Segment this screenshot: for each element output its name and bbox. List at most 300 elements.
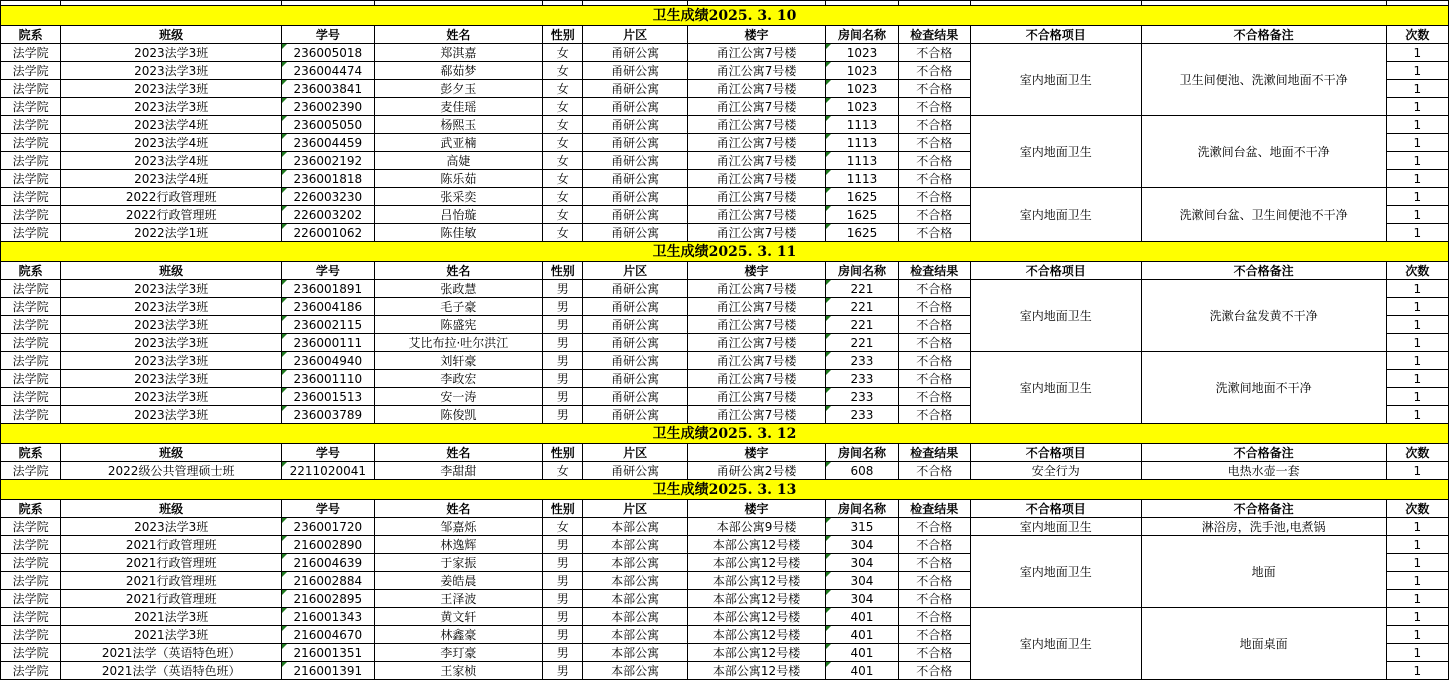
cell-count[interactable]: 1 xyxy=(1386,626,1448,644)
cell-student-id[interactable]: 216004639 xyxy=(282,554,374,572)
cell-area[interactable]: 甬研公寓 xyxy=(583,170,687,188)
cell-result[interactable]: 不合格 xyxy=(898,518,970,536)
cell-count[interactable]: 1 xyxy=(1386,134,1448,152)
cell-name[interactable]: 李玎豪 xyxy=(374,644,543,662)
cell-gender[interactable]: 男 xyxy=(543,406,583,424)
cell-result[interactable]: 不合格 xyxy=(898,406,970,424)
column-header[interactable]: 房间名称 xyxy=(826,26,898,44)
cell-area[interactable]: 本部公寓 xyxy=(583,644,687,662)
cell-failed-note[interactable]: 电热水壶一套 xyxy=(1141,462,1386,480)
cell-failed-item[interactable]: 室内地面卫生 xyxy=(970,536,1141,608)
cell-count[interactable]: 1 xyxy=(1386,644,1448,662)
cell-area[interactable]: 本部公寓 xyxy=(583,554,687,572)
cell-gender[interactable]: 男 xyxy=(543,316,583,334)
cell-area[interactable]: 甬研公寓 xyxy=(583,206,687,224)
cell-college[interactable]: 法学院 xyxy=(1,370,61,388)
column-header[interactable]: 检查结果 xyxy=(898,444,970,462)
cell-name[interactable]: 陈乐茹 xyxy=(374,170,543,188)
cell-student-id[interactable]: 236005018 xyxy=(282,44,374,62)
cell-name[interactable]: 陈俊凯 xyxy=(374,406,543,424)
cell-gender[interactable]: 男 xyxy=(543,388,583,406)
cell-room[interactable]: 1113 xyxy=(826,170,898,188)
cell-count[interactable]: 1 xyxy=(1386,80,1448,98)
cell-area[interactable]: 甬研公寓 xyxy=(583,406,687,424)
column-header[interactable]: 院系 xyxy=(1,26,61,44)
cell-student-id[interactable]: 236001720 xyxy=(282,518,374,536)
cell-student-id[interactable]: 236002192 xyxy=(282,152,374,170)
cell-student-id[interactable]: 236004186 xyxy=(282,298,374,316)
cell-result[interactable]: 不合格 xyxy=(898,44,970,62)
cell-room[interactable]: 233 xyxy=(826,406,898,424)
cell-failed-note[interactable]: 洗漱间地面不干净 xyxy=(1141,352,1386,424)
cell-gender[interactable]: 男 xyxy=(543,334,583,352)
cell-name[interactable]: 郑淇嘉 xyxy=(374,44,543,62)
cell-class[interactable]: 2023法学4班 xyxy=(61,134,282,152)
cell-count[interactable]: 1 xyxy=(1386,518,1448,536)
cell-class[interactable]: 2023法学3班 xyxy=(61,370,282,388)
cell-result[interactable]: 不合格 xyxy=(898,280,970,298)
cell-failed-note[interactable]: 洗漱间台盆、地面不干净 xyxy=(1141,116,1386,188)
cell-room[interactable]: 401 xyxy=(826,608,898,626)
cell-college[interactable]: 法学院 xyxy=(1,518,61,536)
cell-failed-note[interactable]: 洗漱间台盆、卫生间便池不干净 xyxy=(1141,188,1386,242)
cell-gender[interactable]: 女 xyxy=(543,134,583,152)
cell-class[interactable]: 2023法学3班 xyxy=(61,334,282,352)
cell-gender[interactable]: 男 xyxy=(543,370,583,388)
cell-class[interactable]: 2022行政管理班 xyxy=(61,188,282,206)
cell-gender[interactable]: 男 xyxy=(543,554,583,572)
cell-building[interactable]: 甬江公寓7号楼 xyxy=(687,170,826,188)
cell-room[interactable]: 401 xyxy=(826,626,898,644)
column-header[interactable]: 班级 xyxy=(61,444,282,462)
cell-count[interactable]: 1 xyxy=(1386,352,1448,370)
column-header[interactable]: 检查结果 xyxy=(898,500,970,518)
cell-room[interactable]: 233 xyxy=(826,352,898,370)
column-header[interactable]: 姓名 xyxy=(374,26,543,44)
cell-room[interactable]: 1023 xyxy=(826,44,898,62)
cell-count[interactable]: 1 xyxy=(1386,590,1448,608)
column-header[interactable]: 楼宇 xyxy=(687,262,826,280)
cell-result[interactable]: 不合格 xyxy=(898,170,970,188)
cell-room[interactable]: 304 xyxy=(826,536,898,554)
cell-class[interactable]: 2023法学3班 xyxy=(61,80,282,98)
cell-result[interactable]: 不合格 xyxy=(898,298,970,316)
column-header[interactable]: 房间名称 xyxy=(826,262,898,280)
cell-failed-note[interactable]: 地面桌面 xyxy=(1141,608,1386,680)
column-header[interactable]: 检查结果 xyxy=(898,26,970,44)
cell-count[interactable]: 1 xyxy=(1386,116,1448,134)
cell-count[interactable]: 1 xyxy=(1386,44,1448,62)
cell-gender[interactable]: 女 xyxy=(543,98,583,116)
column-header[interactable]: 班级 xyxy=(61,262,282,280)
cell-gender[interactable]: 男 xyxy=(543,608,583,626)
cell-class[interactable]: 2023法学3班 xyxy=(61,406,282,424)
column-header[interactable]: 不合格备注 xyxy=(1141,26,1386,44)
cell-building[interactable]: 本部公寓12号楼 xyxy=(687,590,826,608)
cell-gender[interactable]: 女 xyxy=(543,206,583,224)
cell-count[interactable]: 1 xyxy=(1386,170,1448,188)
column-header[interactable]: 姓名 xyxy=(374,444,543,462)
cell-area[interactable]: 甬研公寓 xyxy=(583,280,687,298)
cell-college[interactable]: 法学院 xyxy=(1,554,61,572)
cell-area[interactable]: 本部公寓 xyxy=(583,626,687,644)
cell-gender[interactable]: 男 xyxy=(543,572,583,590)
cell-class[interactable]: 2023法学3班 xyxy=(61,518,282,536)
cell-building[interactable]: 甬江公寓7号楼 xyxy=(687,188,826,206)
cell-area[interactable]: 甬研公寓 xyxy=(583,316,687,334)
cell-area[interactable]: 甬研公寓 xyxy=(583,80,687,98)
cell-student-id[interactable]: 236001891 xyxy=(282,280,374,298)
cell-class[interactable]: 2021法学（英语特色班） xyxy=(61,644,282,662)
cell-failed-note[interactable]: 卫生间便池、洗漱间地面不干净 xyxy=(1141,44,1386,116)
cell-room[interactable]: 1625 xyxy=(826,188,898,206)
cell-name[interactable]: 陈佳敏 xyxy=(374,224,543,242)
cell-result[interactable]: 不合格 xyxy=(898,590,970,608)
cell-room[interactable]: 1113 xyxy=(826,152,898,170)
cell-class[interactable]: 2021行政管理班 xyxy=(61,572,282,590)
cell-name[interactable]: 王泽波 xyxy=(374,590,543,608)
cell-area[interactable]: 本部公寓 xyxy=(583,662,687,680)
column-header[interactable]: 次数 xyxy=(1386,262,1448,280)
cell-gender[interactable]: 男 xyxy=(543,298,583,316)
cell-result[interactable]: 不合格 xyxy=(898,334,970,352)
cell-college[interactable]: 法学院 xyxy=(1,608,61,626)
cell-student-id[interactable]: 226003202 xyxy=(282,206,374,224)
cell-college[interactable]: 法学院 xyxy=(1,334,61,352)
cell-failed-note[interactable]: 洗漱台盆发黄不干净 xyxy=(1141,280,1386,352)
cell-college[interactable]: 法学院 xyxy=(1,62,61,80)
column-header[interactable]: 楼宇 xyxy=(687,444,826,462)
cell-count[interactable]: 1 xyxy=(1386,406,1448,424)
cell-building[interactable]: 甬江公寓7号楼 xyxy=(687,406,826,424)
cell-gender[interactable]: 女 xyxy=(543,80,583,98)
cell-result[interactable]: 不合格 xyxy=(898,206,970,224)
cell-class[interactable]: 2022法学1班 xyxy=(61,224,282,242)
cell-gender[interactable]: 女 xyxy=(543,518,583,536)
cell-name[interactable]: 李政宏 xyxy=(374,370,543,388)
cell-student-id[interactable]: 216002890 xyxy=(282,536,374,554)
cell-college[interactable]: 法学院 xyxy=(1,644,61,662)
column-header[interactable]: 次数 xyxy=(1386,26,1448,44)
cell-student-id[interactable]: 226001062 xyxy=(282,224,374,242)
cell-count[interactable]: 1 xyxy=(1386,62,1448,80)
cell-gender[interactable]: 女 xyxy=(543,462,583,480)
cell-class[interactable]: 2023法学3班 xyxy=(61,298,282,316)
column-header[interactable]: 学号 xyxy=(282,26,374,44)
column-header[interactable]: 院系 xyxy=(1,500,61,518)
cell-college[interactable]: 法学院 xyxy=(1,388,61,406)
cell-student-id[interactable]: 236003789 xyxy=(282,406,374,424)
cell-failed-item[interactable]: 安全行为 xyxy=(970,462,1141,480)
cell-room[interactable]: 1023 xyxy=(826,98,898,116)
cell-college[interactable]: 法学院 xyxy=(1,662,61,680)
cell-room[interactable]: 221 xyxy=(826,280,898,298)
cell-college[interactable]: 法学院 xyxy=(1,224,61,242)
column-header[interactable]: 房间名称 xyxy=(826,444,898,462)
cell-name[interactable]: 吕怡璇 xyxy=(374,206,543,224)
cell-gender[interactable]: 女 xyxy=(543,44,583,62)
cell-college[interactable]: 法学院 xyxy=(1,462,61,480)
cell-area[interactable]: 甬研公寓 xyxy=(583,188,687,206)
column-header[interactable]: 不合格项目 xyxy=(970,262,1141,280)
cell-room[interactable]: 304 xyxy=(826,572,898,590)
column-header[interactable]: 片区 xyxy=(583,26,687,44)
cell-class[interactable]: 2021行政管理班 xyxy=(61,536,282,554)
cell-area[interactable]: 甬研公寓 xyxy=(583,334,687,352)
cell-name[interactable]: 艾比布拉·吐尔洪江 xyxy=(374,334,543,352)
cell-class[interactable]: 2023法学3班 xyxy=(61,316,282,334)
cell-failed-item[interactable]: 室内地面卫生 xyxy=(970,116,1141,188)
column-header[interactable]: 片区 xyxy=(583,262,687,280)
cell-result[interactable]: 不合格 xyxy=(898,352,970,370)
cell-result[interactable]: 不合格 xyxy=(898,644,970,662)
cell-result[interactable]: 不合格 xyxy=(898,554,970,572)
column-header[interactable]: 片区 xyxy=(583,500,687,518)
cell-room[interactable]: 1113 xyxy=(826,116,898,134)
cell-student-id[interactable]: 2211020041 xyxy=(282,462,374,480)
column-header[interactable]: 学号 xyxy=(282,500,374,518)
cell-class[interactable]: 2023法学3班 xyxy=(61,44,282,62)
column-header[interactable]: 性别 xyxy=(543,500,583,518)
cell-class[interactable]: 2023法学3班 xyxy=(61,98,282,116)
cell-college[interactable]: 法学院 xyxy=(1,406,61,424)
column-header[interactable]: 次数 xyxy=(1386,444,1448,462)
cell-college[interactable]: 法学院 xyxy=(1,206,61,224)
cell-class[interactable]: 2023法学3班 xyxy=(61,388,282,406)
cell-building[interactable]: 甬江公寓7号楼 xyxy=(687,134,826,152)
cell-result[interactable]: 不合格 xyxy=(898,662,970,680)
cell-room[interactable]: 1023 xyxy=(826,62,898,80)
cell-count[interactable]: 1 xyxy=(1386,224,1448,242)
cell-class[interactable]: 2021法学3班 xyxy=(61,626,282,644)
cell-count[interactable]: 1 xyxy=(1386,152,1448,170)
cell-area[interactable]: 甬研公寓 xyxy=(583,62,687,80)
cell-college[interactable]: 法学院 xyxy=(1,188,61,206)
cell-gender[interactable]: 男 xyxy=(543,536,583,554)
cell-name[interactable]: 麦佳瑶 xyxy=(374,98,543,116)
cell-class[interactable]: 2023法学4班 xyxy=(61,152,282,170)
cell-college[interactable]: 法学院 xyxy=(1,352,61,370)
cell-count[interactable]: 1 xyxy=(1386,536,1448,554)
cell-name[interactable]: 黄文轩 xyxy=(374,608,543,626)
cell-count[interactable]: 1 xyxy=(1386,388,1448,406)
cell-name[interactable]: 林逸辉 xyxy=(374,536,543,554)
cell-name[interactable]: 武亚楠 xyxy=(374,134,543,152)
cell-college[interactable]: 法学院 xyxy=(1,280,61,298)
cell-college[interactable]: 法学院 xyxy=(1,590,61,608)
cell-building[interactable]: 甬江公寓7号楼 xyxy=(687,298,826,316)
cell-building[interactable]: 甬江公寓7号楼 xyxy=(687,280,826,298)
cell-college[interactable]: 法学院 xyxy=(1,536,61,554)
cell-result[interactable]: 不合格 xyxy=(898,462,970,480)
cell-building[interactable]: 本部公寓12号楼 xyxy=(687,626,826,644)
cell-result[interactable]: 不合格 xyxy=(898,188,970,206)
cell-student-id[interactable]: 216002895 xyxy=(282,590,374,608)
column-header[interactable]: 院系 xyxy=(1,444,61,462)
cell-student-id[interactable]: 236004459 xyxy=(282,134,374,152)
cell-student-id[interactable]: 236002390 xyxy=(282,98,374,116)
cell-student-id[interactable]: 236001110 xyxy=(282,370,374,388)
cell-student-id[interactable]: 236004474 xyxy=(282,62,374,80)
cell-building[interactable]: 甬江公寓7号楼 xyxy=(687,152,826,170)
cell-failed-item[interactable]: 室内地面卫生 xyxy=(970,608,1141,680)
cell-result[interactable]: 不合格 xyxy=(898,572,970,590)
cell-building[interactable]: 甬江公寓7号楼 xyxy=(687,334,826,352)
cell-name[interactable]: 郗茹梦 xyxy=(374,62,543,80)
cell-class[interactable]: 2023法学3班 xyxy=(61,280,282,298)
cell-result[interactable]: 不合格 xyxy=(898,152,970,170)
cell-area[interactable]: 甬研公寓 xyxy=(583,388,687,406)
cell-area[interactable]: 本部公寓 xyxy=(583,608,687,626)
cell-building[interactable]: 甬江公寓7号楼 xyxy=(687,98,826,116)
cell-gender[interactable]: 男 xyxy=(543,280,583,298)
cell-name[interactable]: 李甜甜 xyxy=(374,462,543,480)
cell-room[interactable]: 233 xyxy=(826,388,898,406)
cell-building[interactable]: 甬江公寓7号楼 xyxy=(687,388,826,406)
cell-name[interactable]: 张政慧 xyxy=(374,280,543,298)
cell-name[interactable]: 安一涛 xyxy=(374,388,543,406)
cell-area[interactable]: 本部公寓 xyxy=(583,536,687,554)
cell-area[interactable]: 本部公寓 xyxy=(583,518,687,536)
cell-gender[interactable]: 女 xyxy=(543,116,583,134)
cell-name[interactable]: 林鑫豪 xyxy=(374,626,543,644)
cell-student-id[interactable]: 236000111 xyxy=(282,334,374,352)
cell-room[interactable]: 401 xyxy=(826,644,898,662)
cell-name[interactable]: 于家振 xyxy=(374,554,543,572)
column-header[interactable]: 次数 xyxy=(1386,500,1448,518)
cell-count[interactable]: 1 xyxy=(1386,572,1448,590)
cell-class[interactable]: 2023法学4班 xyxy=(61,170,282,188)
cell-building[interactable]: 甬江公寓7号楼 xyxy=(687,206,826,224)
column-header[interactable]: 房间名称 xyxy=(826,500,898,518)
cell-count[interactable]: 1 xyxy=(1386,662,1448,680)
cell-college[interactable]: 法学院 xyxy=(1,626,61,644)
cell-college[interactable]: 法学院 xyxy=(1,80,61,98)
cell-area[interactable]: 甬研公寓 xyxy=(583,224,687,242)
cell-class[interactable]: 2022级公共管理硕士班 xyxy=(61,462,282,480)
cell-gender[interactable]: 女 xyxy=(543,224,583,242)
cell-result[interactable]: 不合格 xyxy=(898,316,970,334)
cell-building[interactable]: 本部公寓12号楼 xyxy=(687,572,826,590)
cell-area[interactable]: 甬研公寓 xyxy=(583,134,687,152)
column-header[interactable]: 性别 xyxy=(543,262,583,280)
cell-area[interactable]: 甬研公寓 xyxy=(583,298,687,316)
cell-failed-item[interactable]: 室内地面卫生 xyxy=(970,280,1141,352)
cell-class[interactable]: 2023法学3班 xyxy=(61,62,282,80)
cell-room[interactable]: 221 xyxy=(826,334,898,352)
cell-student-id[interactable]: 216001391 xyxy=(282,662,374,680)
cell-college[interactable]: 法学院 xyxy=(1,44,61,62)
cell-building[interactable]: 甬江公寓7号楼 xyxy=(687,116,826,134)
cell-class[interactable]: 2023法学3班 xyxy=(61,352,282,370)
cell-area[interactable]: 甬研公寓 xyxy=(583,44,687,62)
cell-count[interactable]: 1 xyxy=(1386,206,1448,224)
cell-student-id[interactable]: 216001351 xyxy=(282,644,374,662)
cell-name[interactable]: 高婕 xyxy=(374,152,543,170)
cell-room[interactable]: 1625 xyxy=(826,224,898,242)
cell-result[interactable]: 不合格 xyxy=(898,608,970,626)
cell-area[interactable]: 本部公寓 xyxy=(583,572,687,590)
column-header[interactable]: 姓名 xyxy=(374,262,543,280)
cell-name[interactable]: 邹嘉烁 xyxy=(374,518,543,536)
cell-college[interactable]: 法学院 xyxy=(1,298,61,316)
cell-result[interactable]: 不合格 xyxy=(898,224,970,242)
cell-gender[interactable]: 女 xyxy=(543,62,583,80)
cell-failed-note[interactable]: 地面 xyxy=(1141,536,1386,608)
cell-area[interactable]: 甬研公寓 xyxy=(583,462,687,480)
column-header[interactable]: 班级 xyxy=(61,500,282,518)
cell-name[interactable]: 陈盛宪 xyxy=(374,316,543,334)
cell-result[interactable]: 不合格 xyxy=(898,626,970,644)
cell-result[interactable]: 不合格 xyxy=(898,388,970,406)
cell-gender[interactable]: 女 xyxy=(543,152,583,170)
cell-building[interactable]: 甬江公寓7号楼 xyxy=(687,80,826,98)
cell-college[interactable]: 法学院 xyxy=(1,316,61,334)
column-header[interactable]: 姓名 xyxy=(374,500,543,518)
cell-area[interactable]: 甬研公寓 xyxy=(583,116,687,134)
cell-name[interactable]: 张采奕 xyxy=(374,188,543,206)
cell-building[interactable]: 甬研公寓2号楼 xyxy=(687,462,826,480)
cell-class[interactable]: 2021行政管理班 xyxy=(61,554,282,572)
cell-student-id[interactable]: 236003841 xyxy=(282,80,374,98)
column-header[interactable]: 不合格备注 xyxy=(1141,262,1386,280)
cell-building[interactable]: 本部公寓12号楼 xyxy=(687,608,826,626)
cell-count[interactable]: 1 xyxy=(1386,298,1448,316)
cell-building[interactable]: 甬江公寓7号楼 xyxy=(687,44,826,62)
cell-count[interactable]: 1 xyxy=(1386,554,1448,572)
cell-result[interactable]: 不合格 xyxy=(898,116,970,134)
cell-room[interactable]: 304 xyxy=(826,590,898,608)
cell-result[interactable]: 不合格 xyxy=(898,80,970,98)
cell-class[interactable]: 2022行政管理班 xyxy=(61,206,282,224)
cell-count[interactable]: 1 xyxy=(1386,608,1448,626)
cell-building[interactable]: 甬江公寓7号楼 xyxy=(687,62,826,80)
cell-name[interactable]: 王家桢 xyxy=(374,662,543,680)
cell-college[interactable]: 法学院 xyxy=(1,170,61,188)
cell-student-id[interactable]: 236001818 xyxy=(282,170,374,188)
cell-count[interactable]: 1 xyxy=(1386,334,1448,352)
cell-student-id[interactable]: 236001513 xyxy=(282,388,374,406)
cell-gender[interactable]: 男 xyxy=(543,352,583,370)
cell-failed-note[interactable]: 淋浴房，洗手池,电煮锅 xyxy=(1141,518,1386,536)
cell-student-id[interactable]: 236005050 xyxy=(282,116,374,134)
cell-student-id[interactable]: 216002884 xyxy=(282,572,374,590)
cell-result[interactable]: 不合格 xyxy=(898,536,970,554)
cell-building[interactable]: 本部公寓9号楼 xyxy=(687,518,826,536)
cell-room[interactable]: 1625 xyxy=(826,206,898,224)
cell-class[interactable]: 2021法学（英语特色班） xyxy=(61,662,282,680)
cell-failed-item[interactable]: 室内地面卫生 xyxy=(970,352,1141,424)
cell-failed-item[interactable]: 室内地面卫生 xyxy=(970,518,1141,536)
cell-building[interactable]: 甬江公寓7号楼 xyxy=(687,224,826,242)
cell-class[interactable]: 2021行政管理班 xyxy=(61,590,282,608)
cell-failed-item[interactable]: 室内地面卫生 xyxy=(970,44,1141,116)
cell-gender[interactable]: 女 xyxy=(543,188,583,206)
cell-college[interactable]: 法学院 xyxy=(1,98,61,116)
cell-student-id[interactable]: 226003230 xyxy=(282,188,374,206)
cell-count[interactable]: 1 xyxy=(1386,280,1448,298)
column-header[interactable]: 楼宇 xyxy=(687,26,826,44)
cell-student-id[interactable]: 216004670 xyxy=(282,626,374,644)
cell-count[interactable]: 1 xyxy=(1386,188,1448,206)
cell-room[interactable]: 315 xyxy=(826,518,898,536)
cell-result[interactable]: 不合格 xyxy=(898,98,970,116)
cell-name[interactable]: 刘轩豪 xyxy=(374,352,543,370)
column-header[interactable]: 不合格备注 xyxy=(1141,500,1386,518)
column-header[interactable]: 性别 xyxy=(543,444,583,462)
cell-class[interactable]: 2023法学4班 xyxy=(61,116,282,134)
cell-student-id[interactable]: 216001343 xyxy=(282,608,374,626)
